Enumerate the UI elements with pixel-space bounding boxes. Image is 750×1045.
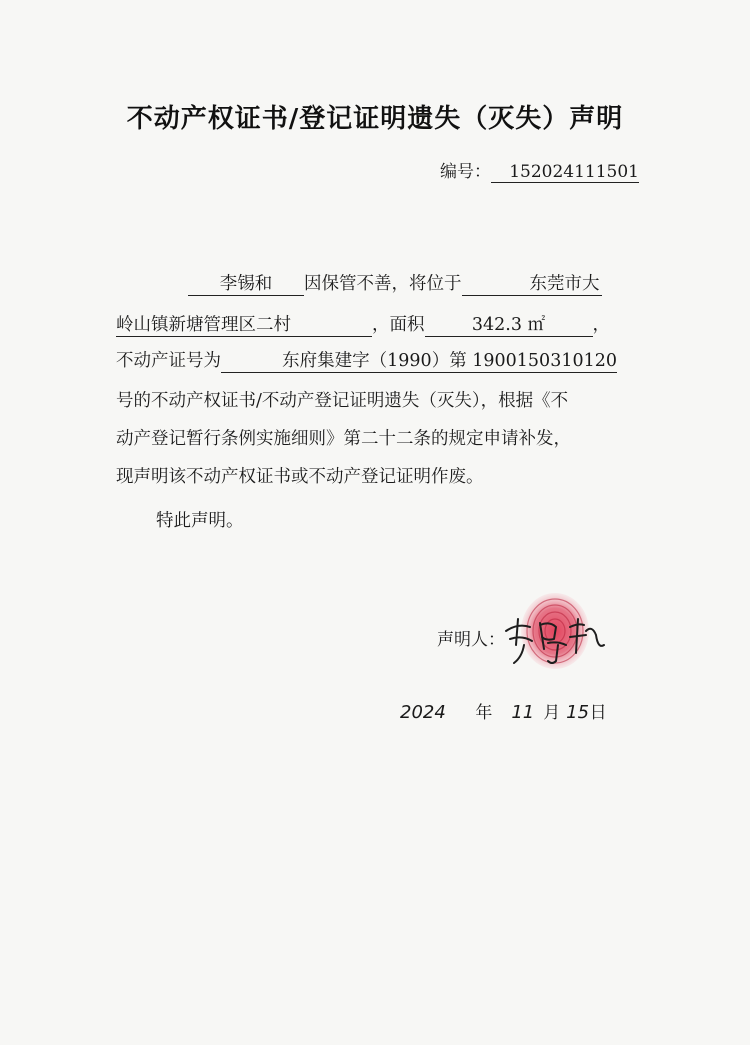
body-line-2 <box>116 313 610 337</box>
body-line-3 <box>116 349 617 373</box>
area-value: 342.3 ㎡ <box>425 315 593 337</box>
body-line-4: 号的不动产权证书/不动产登记证明遗失（灭失），根据《不 <box>116 391 569 411</box>
area-label: ，面积 <box>372 315 425 335</box>
document-number <box>440 157 639 183</box>
location-part-a: 东莞市大 <box>462 274 602 296</box>
number-label: 编号： <box>440 162 491 182</box>
cert-number: 东府集建字（1990）第 1900150310120 <box>221 351 617 373</box>
date-year-label: 年 <box>475 703 493 723</box>
page-title: 不动产权证书/登记证明遗失（灭失）声明 <box>126 104 624 134</box>
date-year: 2024 <box>400 702 446 723</box>
cert-label: 不动产证号为 <box>116 351 221 371</box>
number-value: 152024111501 <box>491 162 639 183</box>
area-tail: ， <box>592 315 610 335</box>
location-part-b: 岭山镇新塘管理区二村 <box>116 315 372 337</box>
handwritten-signature <box>500 605 610 670</box>
date-row <box>400 698 607 723</box>
date-day: 15 <box>566 702 590 723</box>
body-line-1 <box>188 272 602 296</box>
closing-text: 特此声明。 <box>156 511 244 531</box>
date-day-label: 日 <box>589 703 607 723</box>
signature-label: 声明人： <box>437 630 505 650</box>
body-text-1: 因保管不善，将位于 <box>304 274 462 294</box>
owner-name: 李锡和 <box>188 274 304 296</box>
body-line-5: 动产登记暂行条例实施细则》第二十二条的规定申请补发， <box>116 429 571 449</box>
date-month-label: 月 <box>543 703 561 723</box>
date-month: 11 <box>511 702 535 723</box>
body-line-6: 现声明该不动产权证书或不动产登记证明作废。 <box>116 467 484 487</box>
